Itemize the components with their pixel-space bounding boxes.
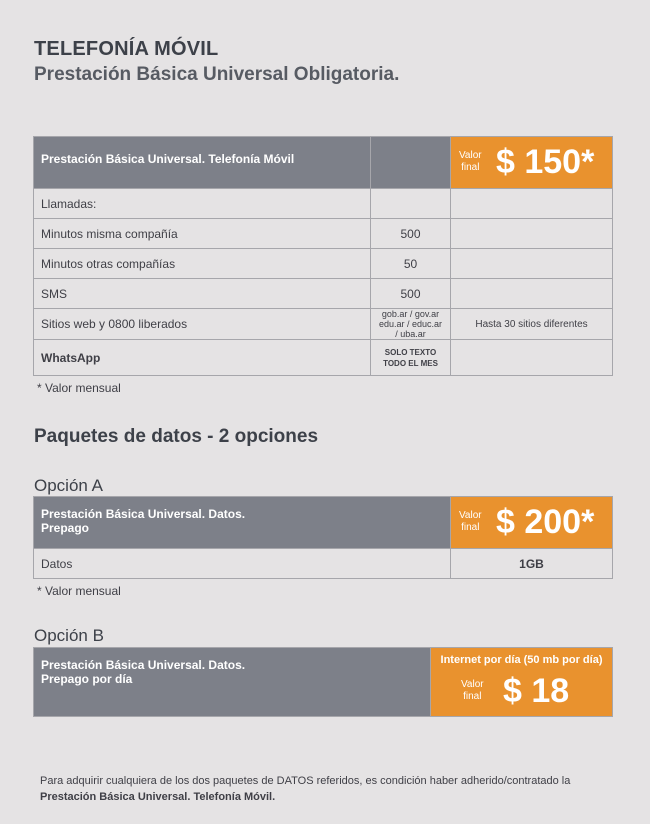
- row-label: Minutos misma compañía: [34, 219, 371, 249]
- row-extra: [451, 279, 613, 309]
- row-value: 50: [371, 249, 451, 279]
- row-value: SOLO TEXTO TODO EL MES: [371, 340, 451, 376]
- row-label: WhatsApp: [34, 340, 371, 376]
- row-extra: [451, 249, 613, 279]
- option-a-header: Prestación Básica Universal. Datos. Prepago: [34, 497, 451, 549]
- row-value: 1GB: [451, 549, 613, 579]
- footer-note: Para adquirir cualquiera de los dos paquetes de DATOS referidos, es condición haber adherido/contratado la Prestación Básica Universal. Telefonía Móvil.: [40, 775, 571, 803]
- internet-label: Internet por día (50 mb por día): [440, 654, 603, 666]
- row-label: Sitios web y 0800 liberados: [34, 309, 371, 340]
- value-label: Valor final: [459, 510, 482, 533]
- row-label: SMS: [34, 279, 371, 309]
- option-b-table: [33, 647, 613, 717]
- monthly-note: * Valor mensual: [37, 381, 121, 395]
- row-label: Datos: [34, 549, 451, 579]
- price-amount: $ 18: [503, 672, 570, 710]
- mobile-plan-header: Prestación Básica Universal. Telefonía Móvil: [34, 137, 371, 189]
- mobile-plan-table: [33, 136, 613, 376]
- row-label: Llamadas:: [34, 189, 371, 219]
- row-value: gob.ar / gov.ar edu.ar / educ.ar / uba.ar: [371, 309, 451, 340]
- monthly-note: * Valor mensual: [37, 584, 121, 598]
- footer-bold: Prestación Básica Universal. Telefonía Móvil.: [40, 791, 276, 803]
- value-label: Valor final: [461, 679, 484, 702]
- row-extra: [451, 219, 613, 249]
- row-value: 500: [371, 219, 451, 249]
- option-a-table: [33, 496, 613, 579]
- option-a-title: Opción A: [34, 476, 103, 495]
- row-extra: [451, 340, 613, 376]
- value-label: Valor final: [459, 150, 482, 173]
- section-title: Paquetes de datos - 2 opciones: [34, 426, 319, 447]
- price-amount: $ 200*: [496, 503, 595, 541]
- option-b-title: Opción B: [34, 626, 104, 645]
- row-extra: Hasta 30 sitios diferentes: [451, 309, 613, 340]
- price-amount: $ 150*: [496, 143, 595, 181]
- page-subtitle: Prestación Básica Universal Obligatoria.: [34, 64, 400, 85]
- row-extra: [451, 189, 613, 219]
- row-value: [371, 189, 451, 219]
- row-label: Minutos otras compañías: [34, 249, 371, 279]
- option-b-header: Prestación Básica Universal. Datos. Prepago por día: [34, 648, 431, 717]
- row-value: 500: [371, 279, 451, 309]
- price-cell: [451, 497, 613, 549]
- price-cell: [431, 648, 613, 717]
- page-title: TELEFONÍA MÓVIL: [34, 38, 219, 60]
- header-spacer: [371, 137, 451, 189]
- price-cell: [451, 137, 613, 189]
